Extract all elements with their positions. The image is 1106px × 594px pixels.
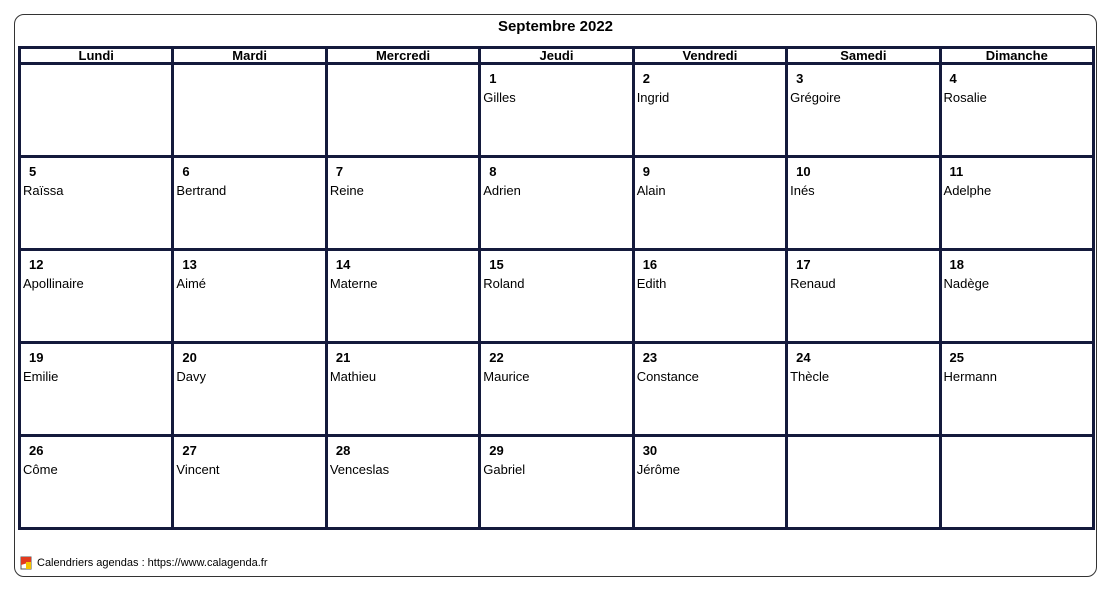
weekday-header: Mercredi bbox=[326, 48, 479, 64]
day-cell[interactable] bbox=[20, 436, 173, 529]
day-cell[interactable] bbox=[480, 343, 633, 436]
saint-name: Alain bbox=[636, 183, 666, 198]
calendar-grid bbox=[18, 46, 1095, 530]
saint-name: Emilie bbox=[23, 369, 59, 384]
day-cell[interactable] bbox=[20, 64, 173, 157]
day-number: 7 bbox=[335, 164, 344, 179]
day-number: 13 bbox=[182, 257, 197, 272]
day-number: 11 bbox=[949, 164, 964, 179]
saint-name: Raïssa bbox=[23, 183, 64, 198]
day-number: 2 bbox=[642, 71, 650, 86]
day-cell[interactable] bbox=[326, 250, 479, 343]
day-cell[interactable] bbox=[633, 250, 786, 343]
saint-name: Davy bbox=[176, 369, 207, 384]
weekday-header: Vendredi bbox=[633, 48, 786, 64]
saint-name: Nadège bbox=[943, 276, 990, 291]
day-cell[interactable] bbox=[173, 157, 326, 250]
week-row bbox=[20, 343, 1094, 436]
day-cell[interactable] bbox=[20, 157, 173, 250]
saint-name: Constance bbox=[636, 369, 699, 384]
day-cell[interactable] bbox=[787, 157, 940, 250]
weekday-header: Lundi bbox=[20, 48, 173, 64]
saint-name: Rosalie bbox=[943, 90, 987, 105]
footer bbox=[20, 556, 268, 570]
day-number: 29 bbox=[489, 443, 504, 458]
week-row bbox=[20, 157, 1094, 250]
day-number: 1 bbox=[489, 71, 497, 86]
saint-name: Adrien bbox=[483, 183, 521, 198]
day-cell[interactable] bbox=[480, 250, 633, 343]
day-cell[interactable] bbox=[633, 64, 786, 157]
day-cell[interactable] bbox=[326, 64, 479, 157]
calendar-title: Septembre 2022 bbox=[497, 18, 614, 35]
day-number: 27 bbox=[182, 443, 197, 458]
day-number: 6 bbox=[182, 164, 190, 179]
day-number: 16 bbox=[642, 257, 658, 272]
saint-name: Gabriel bbox=[483, 462, 526, 477]
day-cell[interactable] bbox=[20, 250, 173, 343]
day-number bbox=[29, 71, 171, 87]
weekday-header: Mardi bbox=[173, 48, 326, 64]
day-cell[interactable] bbox=[787, 436, 940, 529]
day-number bbox=[182, 71, 324, 87]
day-cell[interactable] bbox=[480, 157, 633, 250]
day-cell[interactable] bbox=[633, 343, 786, 436]
day-number: 22 bbox=[489, 350, 504, 365]
day-number: 12 bbox=[29, 257, 44, 272]
day-number: 4 bbox=[949, 71, 957, 86]
saint-name: Edith bbox=[636, 276, 667, 291]
day-number: 30 bbox=[642, 443, 658, 458]
day-number: 9 bbox=[642, 164, 650, 179]
saint-name: Mathieu bbox=[329, 369, 377, 384]
day-number: 24 bbox=[796, 350, 811, 365]
day-number: 8 bbox=[489, 164, 497, 179]
saint-name: Inés bbox=[790, 183, 815, 198]
week-row bbox=[20, 64, 1094, 157]
day-cell[interactable] bbox=[787, 64, 940, 157]
week-row bbox=[20, 436, 1094, 529]
weekday-header-row bbox=[20, 48, 1094, 64]
saint-name: Jérôme bbox=[636, 462, 681, 477]
saint-name: Maurice bbox=[483, 369, 530, 384]
day-number: 10 bbox=[796, 164, 811, 179]
day-cell[interactable] bbox=[633, 436, 786, 529]
day-number: 26 bbox=[29, 443, 44, 458]
day-number: 20 bbox=[182, 350, 197, 365]
day-number: 17 bbox=[796, 257, 811, 272]
footer-text[interactable]: Calendriers agendas : https://www.calagenda.fr bbox=[37, 557, 268, 569]
saint-name: Gilles bbox=[483, 90, 516, 105]
day-number: 5 bbox=[29, 164, 37, 179]
day-number: 3 bbox=[796, 71, 804, 86]
weekday-header: Samedi bbox=[787, 48, 940, 64]
day-number: 21 bbox=[335, 350, 351, 365]
day-cell[interactable] bbox=[173, 436, 326, 529]
weekday-header: Dimanche bbox=[940, 48, 1093, 64]
day-number bbox=[950, 443, 1092, 459]
saint-name: Adelphe bbox=[943, 183, 992, 198]
day-cell[interactable] bbox=[480, 436, 633, 529]
saint-name: Côme bbox=[23, 462, 58, 477]
day-cell[interactable] bbox=[633, 157, 786, 250]
day-number bbox=[796, 443, 938, 459]
day-cell[interactable] bbox=[940, 157, 1093, 250]
day-cell[interactable] bbox=[326, 157, 479, 250]
day-cell[interactable] bbox=[173, 64, 326, 157]
day-cell[interactable] bbox=[173, 250, 326, 343]
saint-name: Vincent bbox=[176, 462, 220, 477]
day-number: 18 bbox=[949, 257, 964, 272]
day-cell[interactable] bbox=[20, 343, 173, 436]
day-number: 19 bbox=[29, 350, 44, 365]
day-cell[interactable] bbox=[173, 343, 326, 436]
saint-name: Reine bbox=[329, 183, 364, 198]
week-row bbox=[20, 250, 1094, 343]
saint-name: Materne bbox=[329, 276, 378, 291]
day-number bbox=[336, 71, 478, 87]
day-cell[interactable] bbox=[787, 250, 940, 343]
day-number: 15 bbox=[489, 257, 504, 272]
day-cell[interactable] bbox=[326, 436, 479, 529]
day-cell[interactable] bbox=[326, 343, 479, 436]
day-cell[interactable] bbox=[940, 64, 1093, 157]
day-number: 28 bbox=[335, 443, 351, 458]
saint-name: Hermann bbox=[943, 369, 997, 384]
day-cell[interactable] bbox=[940, 343, 1093, 436]
saint-name: Apollinaire bbox=[23, 276, 84, 291]
day-number: 14 bbox=[335, 257, 351, 272]
saint-name: Bertrand bbox=[176, 183, 227, 198]
saint-name: Renaud bbox=[790, 276, 836, 291]
saint-name: Venceslas bbox=[329, 462, 390, 477]
day-cell[interactable] bbox=[940, 250, 1093, 343]
weekday-header: Jeudi bbox=[480, 48, 633, 64]
saint-name: Ingrid bbox=[636, 90, 670, 105]
day-cell[interactable] bbox=[940, 436, 1093, 529]
saint-name: Grégoire bbox=[790, 90, 841, 105]
calagenda-logo-icon bbox=[20, 556, 32, 570]
saint-name: Thècle bbox=[790, 369, 830, 384]
saint-name: Aimé bbox=[176, 276, 207, 291]
saint-name: Roland bbox=[483, 276, 525, 291]
day-number: 23 bbox=[642, 350, 658, 365]
day-number: 25 bbox=[949, 350, 964, 365]
day-cell[interactable] bbox=[787, 343, 940, 436]
day-cell[interactable] bbox=[480, 64, 633, 157]
